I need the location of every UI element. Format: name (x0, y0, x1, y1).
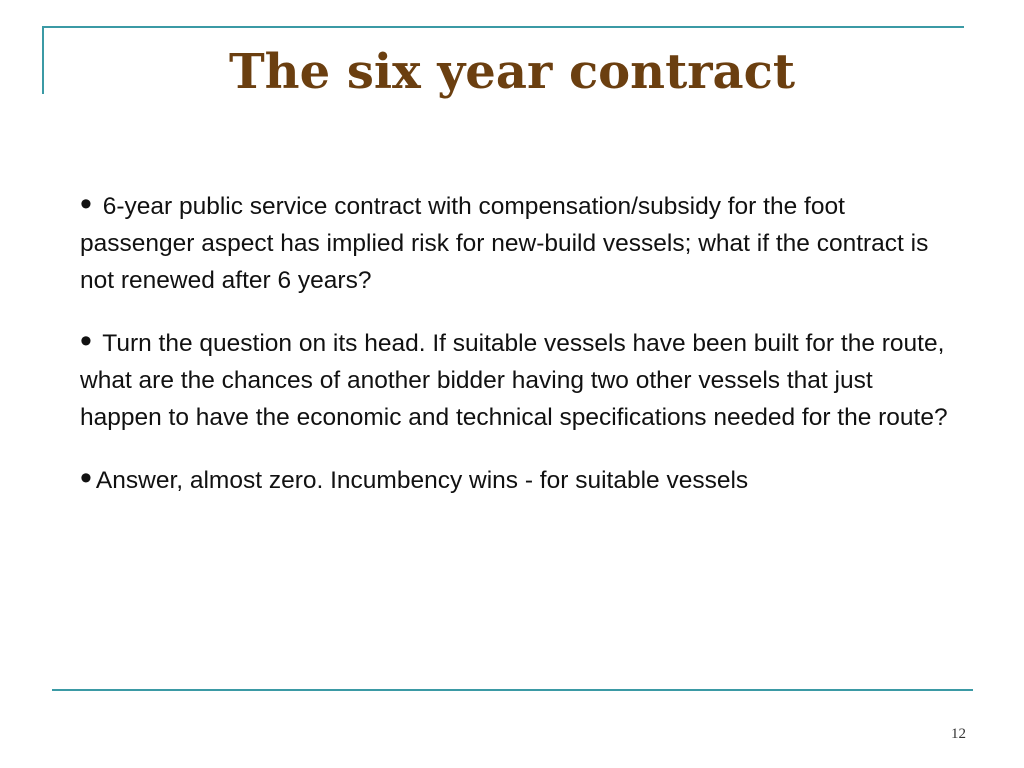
frame-line-top (42, 26, 964, 28)
bullet-item (80, 322, 960, 436)
slide-title: The six year contract (228, 44, 796, 100)
bullet-marker: • (80, 459, 92, 497)
bullet-text: 6-year public service contract with compensation/subsidy for the foot passenger aspect has implied risk for new-build vessels; what if the contract is not renewed after 6 years? (80, 193, 929, 294)
page-number: 12 (951, 726, 966, 742)
bullet-item (80, 459, 960, 499)
bullet-list (80, 185, 960, 525)
bullet-text: Answer, almost zero. Incumbency wins - for suitable vessels (95, 467, 749, 494)
bullet-text: Turn the question on its head. If suitable vessels have been built for the route, what are the chances of another bidder having two other vessels that just happen to have the economic and technical specifications needed for the route? (80, 330, 948, 431)
frame-line-bottom (52, 689, 973, 691)
bullet-marker: • (80, 322, 92, 360)
bullet-marker: • (80, 185, 92, 223)
bullet-item (80, 185, 960, 299)
